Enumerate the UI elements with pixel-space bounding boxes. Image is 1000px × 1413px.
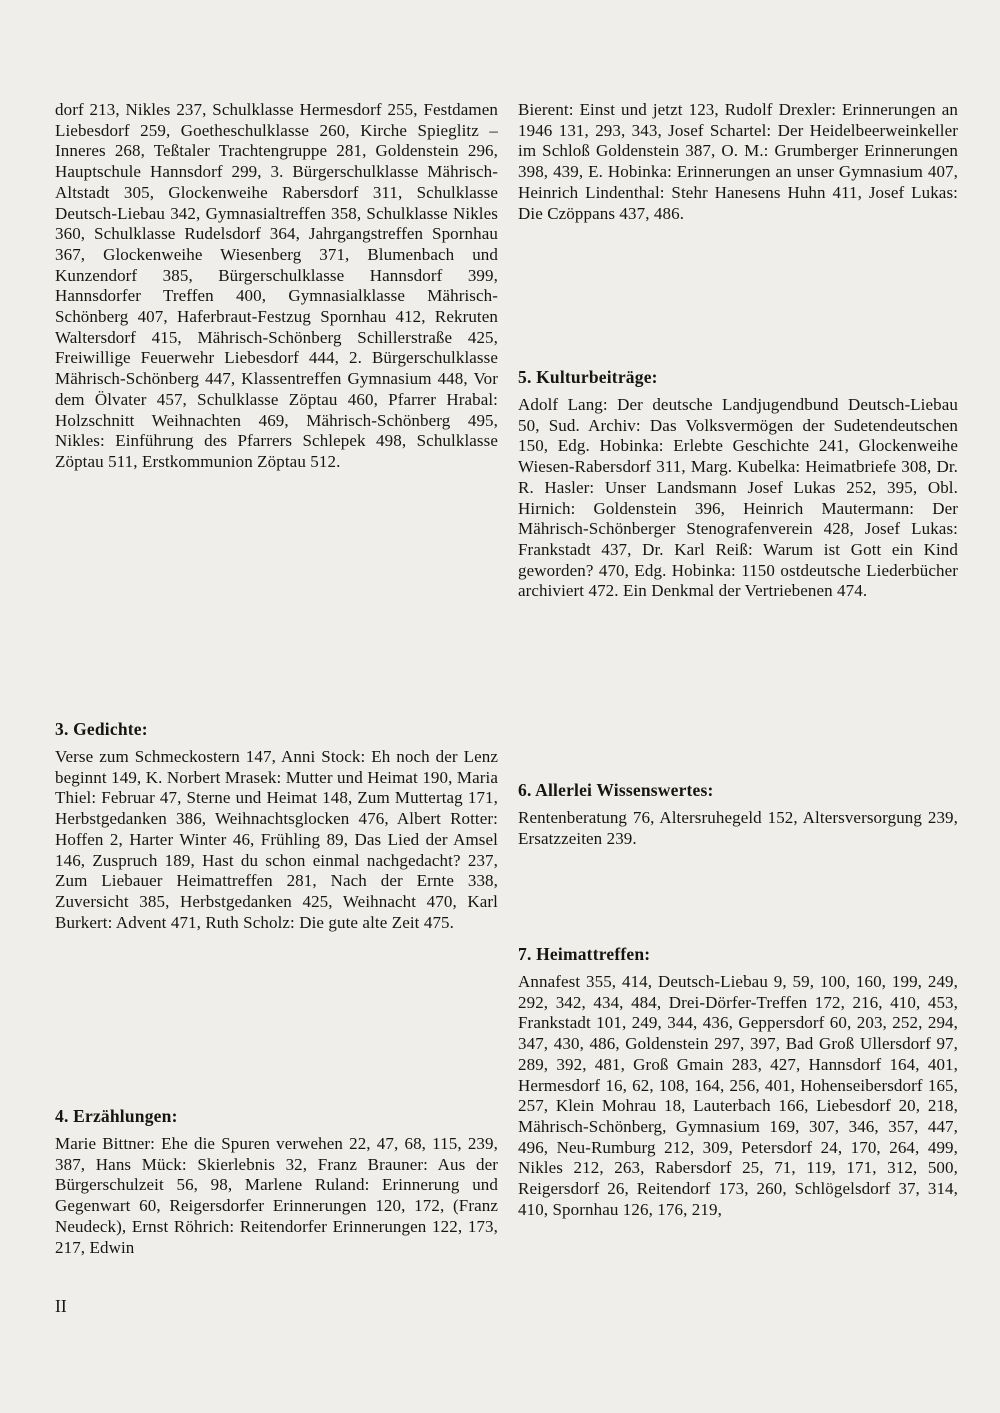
- section-allerlei-wissenswertes-heading: 6. Allerlei Wissenswertes:: [518, 780, 714, 800]
- index-continuation-right: Bierent: Einst und jetzt 123, Rudolf Drexler: Erinnerungen an 1946 131, 293, 343, Josef Schartel: Der Heidelbeerweinkeller im Schloß Goldenstein 387, O. M.: Grumberger Erinnerungen 398, 439, E. Hobinka: Erinnerungen an unser Gymnasium 407, Heinrich Lindenthal: Stehr Hanesens Huhn 411, Josef Lukas: Die Czöppans 437, 486.: [518, 100, 958, 223]
- section-kulturbeitraege-body: Adolf Lang: Der deutsche Landjugendbund Deutsch-Liebau 50, Sud. Archiv: Das Volksvermögen der Sudetendeutschen 150, Edg. Hobinka: Erlebte Geschichte 241, Glockenweihe Wiesen-Rabersdorf 311, Marg. Kubelka: Heimatbriefe 308, Dr. R. Hasler: Unser Landsmann Josef Lukas 252, 395, Obl. Hirnich: Goldenstein 396, Heinrich Mautermann: Der Mährisch-Schönberger Stenografenverein 428, Josef Lukas: Frankstadt 437, Dr. Karl Reiß: Warum ist Gott ein Kind geworden? 470, Edg. Hobinka: 1150 ostdeutsche Liederbücher archiviert 472. Ein Denkmal der Vertriebenen 474.: [518, 395, 958, 601]
- section-gedichte-body: Verse zum Schmeckostern 147, Anni Stock: Eh noch der Lenz beginnt 149, K. Norbert Mrasek: Mutter und Heimat 190, Maria Thiel: Februar 47, Sterne und Heimat 148, Zum Muttertag 171, Herbstgedanken 386, Weihnachtsglocken 476, Albert Rotter: Hoffen 2, Harter Winter 46, Frühling 89, Das Lied der Amsel 146, Zuspruch 189, Hast du schon einmal nachgedacht? 237, Zum Liebauer Heimattreffen 281, Nach der Ernte 338, Zuversicht 385, Herbstgedanken 425, Weihnacht 470, Karl Burkert: Advent 471, Ruth Scholz: Die gute alte Zeit 475.: [55, 747, 498, 932]
- page-number: II: [55, 1296, 67, 1316]
- section-kulturbeitraege: [518, 367, 958, 602]
- section-erzaehlungen-heading: 4. Erzählungen:: [55, 1106, 178, 1126]
- section-allerlei-wissenswertes: [518, 780, 958, 849]
- section-heimattreffen-body: Annafest 355, 414, Deutsch-Liebau 9, 59, 100, 160, 199, 249, 292, 342, 434, 484, Drei-Dörfer-Treffen 172, 216, 410, 453, Frankstadt 101, 249, 344, 436, Geppersdorf 60, 203, 252, 294, 347, 430, 486, Goldenstein 297, 397, Bad Groß Ullersdorf 97, 289, 392, 481, Groß Gmain 283, 427, Hannsdorf 164, 401, Hermesdorf 16, 62, 108, 164, 256, 401, Hohenseibersdorf 165, 257, Klein Mohrau 18, Lauterbach 166, Liebesdorf 20, 218, Mährisch-Schönberg, Gymnasium 169, 307, 346, 357, 447, 496, Neu-Rumburg 212, 309, Petersdorf 24, 170, 264, 499, Nikles 212, 263, Rabersdorf 25, 71, 119, 171, 312, 500, Reigersdorf 26, Reitendorf 173, 260, Schlögelsdorf 37, 314, 410, Spornhau 126, 176, 219,: [518, 972, 958, 1219]
- left-column: [55, 0, 498, 1413]
- section-kulturbeitraege-heading: 5. Kulturbeiträge:: [518, 367, 658, 387]
- section-erzaehlungen: [55, 1106, 498, 1258]
- section-heimattreffen-heading: 7. Heimattreffen:: [518, 944, 651, 964]
- section-allerlei-wissenswertes-body: Rentenberatung 76, Altersruhegeld 152, Altersversorgung 239, Ersatzzeiten 239.: [518, 808, 958, 848]
- section-erzaehlungen-body: Marie Bittner: Ehe die Spuren verwehen 22, 47, 68, 115, 239, 387, Hans Mück: Skierlebnis 32, Franz Brauner: Aus der Bürgerschulzeit 56, 98, Marlene Ruland: Erinnerung und Gegenwart 60, Reigersdorfer Erinnerungen 120, 172, (Franz Neudeck), Ernst Röhrich: Reitendorfer Erinnerungen 122, 173, 217, Edwin: [55, 1134, 498, 1257]
- right-column: [518, 0, 958, 1413]
- section-gedichte: [55, 719, 498, 933]
- section-heimattreffen: [518, 944, 958, 1220]
- section-gedichte-heading: 3. Gedichte:: [55, 719, 148, 739]
- index-continuation-left: dorf 213, Nikles 237, Schulklasse Hermesdorf 255, Festdamen Liebesdorf 259, Goetheschulklasse 260, Kirche Spieglitz – Inneres 268, Teßtaler Trachtengruppe 281, Goldenstein 296, Hauptschule Hannsdorf 299, 3. Bürgerschulklasse Mährisch-Altstadt 305, Glockenweihe Rabersdorf 311, Schulklasse Deutsch-Liebau 342, Gymnasialtreffen 358, Schulklasse Nikles 360, Schulklasse Rudelsdorf 364, Jahrgangstreffen Spornhau 367, Glockenweihe Wiesenberg 371, Blumenbach und Kunzendorf 385, Bürgerschulklasse Hannsdorf 399, Hannsdorfer Treffen 400, Gymnasialklasse Mährisch-Schönberg 407, Haferbraut-Festzug Spornhau 412, Rekruten Waltersdorf 415, Mährisch-Schönberg Schillerstraße 425, Freiwillige Feuerwehr Liebesdorf 444, 2. Bürgerschulklasse Mährisch-Schönberg 447, Klassentreffen Gymnasium 448, Vor dem Ölvater 457, Schulklasse Zöptau 460, Pfarrer Hrabal: Holzschnitt Weihnachten 469, Mährisch-Schönberg 495, Nikles: Einführung des Pfarrers Schlepek 498, Schulklasse Zöptau 511, Erstkommunion Zöptau 512.: [55, 100, 498, 471]
